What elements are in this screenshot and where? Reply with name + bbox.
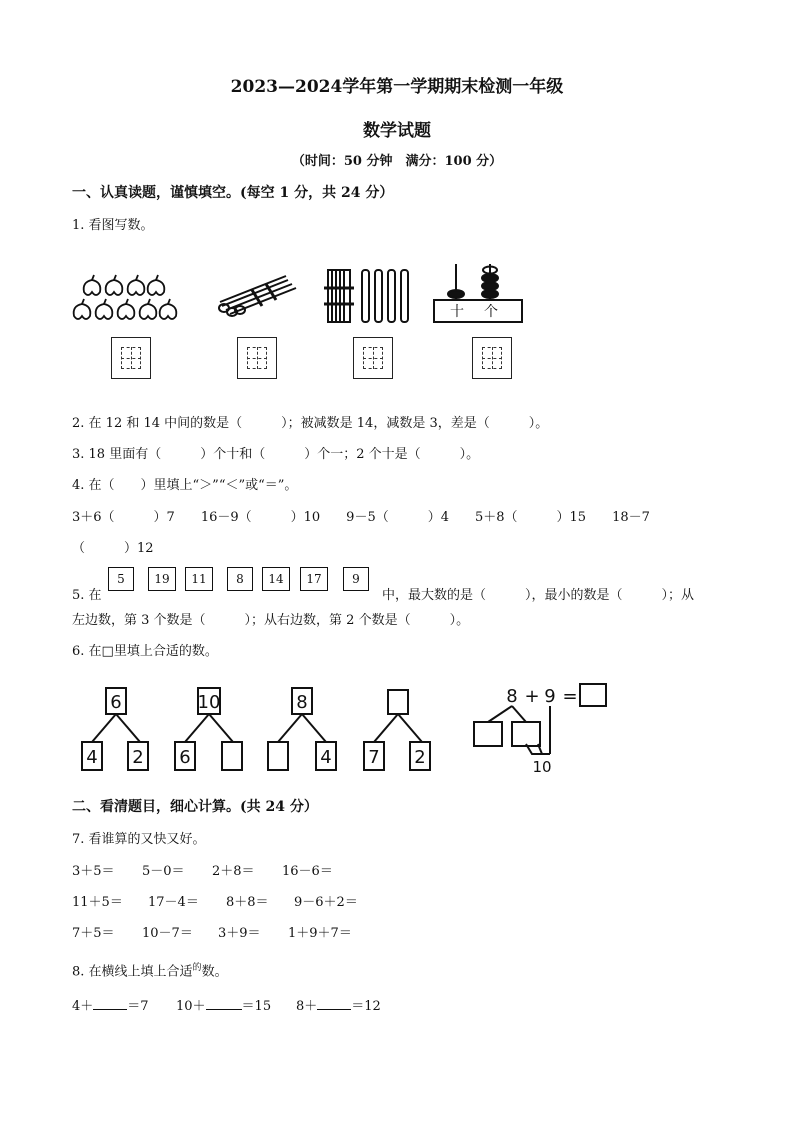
q5-number-box: 5: [108, 567, 134, 591]
tree-right-value: 4: [320, 747, 332, 768]
q4-line-2: （ ）12: [72, 541, 154, 556]
q8-blank[interactable]: [317, 1009, 351, 1010]
calc-item: 8＋8＝: [226, 895, 269, 910]
q5-suffix: 中，最大数的是（ ），最小的数是（ ）；从: [382, 588, 695, 603]
abacus-tens-label: 十: [450, 304, 464, 320]
q6-number-trees: [70, 680, 630, 780]
tree-left-value: 7: [368, 747, 380, 768]
calc-item: 3＋9＝: [218, 926, 261, 941]
section-1-heading: 一、认真读题，谨慎填空。(每空 1 分，共 24 分）: [72, 185, 394, 201]
q8-text: [72, 960, 228, 979]
q8-text-a: 8. 在横线上填上合适: [72, 964, 193, 980]
q5-number-box: 8: [227, 567, 253, 591]
tree-right-value: 2: [132, 747, 144, 768]
q4-text: 4. 在（ ）里填上“＞”“＜”或“＝”。: [72, 478, 298, 493]
q5-number-box: 11: [185, 567, 213, 591]
tree-left-value: 6: [179, 747, 191, 768]
q1-pictures: [70, 258, 530, 328]
calc-item: 17－4＝: [148, 895, 199, 910]
q4-line-1: 3＋6（ ）7 16－9（ ）10 9－5（ ）4 5＋8（ ）15 18－7: [72, 510, 650, 525]
q8-item-post: ＝15: [241, 999, 272, 1014]
q6-text: 6. 在□里填上合适的数。: [72, 644, 218, 659]
calc-item: 9－6＋2＝: [294, 895, 358, 910]
abacus-icon: [434, 264, 522, 322]
tree-top-value: 6: [110, 692, 122, 713]
q7-text: 7. 看谁算的又快又好。: [72, 832, 206, 847]
q1-answer-box-2[interactable]: [237, 337, 277, 379]
q5-prefix: 5. 在: [72, 588, 102, 603]
equation-eq: =: [562, 686, 578, 707]
abacus-ones-label: 个: [484, 304, 498, 320]
q8-blank[interactable]: [206, 1009, 242, 1010]
calc-item: 3＋5＝: [72, 864, 115, 879]
q8-item-post: ＝12: [351, 999, 381, 1014]
equation-a: 8: [506, 686, 518, 707]
exam-info: （时间：50 分钟 满分：100 分）: [291, 154, 503, 169]
q8-item-3: [296, 995, 381, 1014]
calc-item: 1＋9＋7＝: [288, 926, 352, 941]
tree-left-value: 4: [86, 747, 98, 768]
sticks-bundle-icon: [219, 276, 296, 316]
exam-title: 2023—2024学年第一学期期末检测一年级: [230, 77, 564, 97]
number-tree-3: [268, 688, 336, 770]
q1-answer-box-3[interactable]: [353, 337, 393, 379]
q8-item-post: ＝7: [127, 999, 149, 1014]
make-ten-diagram: [474, 684, 606, 776]
q8-item-pre: 4＋: [72, 999, 94, 1014]
calc-item: 10－7＝: [142, 926, 193, 941]
calc-item: 7＋5＝: [72, 926, 115, 941]
section-2-heading: 二、看清题目，细心计算。(共 24 分）: [72, 799, 318, 815]
q8-text-c: 数。: [201, 964, 228, 980]
equation-b: 9: [544, 686, 556, 707]
equation-op: +: [524, 686, 540, 707]
peaches-icon: [74, 275, 177, 319]
calc-item: 11＋5＝: [72, 895, 123, 910]
q1-answer-box-4[interactable]: [472, 337, 512, 379]
q5-number-box: 19: [148, 567, 176, 591]
q5-number-box: 14: [262, 567, 290, 591]
calc-item: 5－0＝: [142, 864, 185, 879]
q8-item-pre: 8＋: [296, 999, 318, 1014]
q5-number-box: 17: [300, 567, 328, 591]
tree-top-value: 10: [197, 692, 221, 713]
number-tree-4: [364, 690, 430, 770]
calc-item: 16－6＝: [282, 864, 333, 879]
q8-blank[interactable]: [93, 1009, 127, 1010]
exam-subtitle: 数学试题: [363, 121, 431, 141]
tree-top-value: 8: [296, 692, 308, 713]
calc-item: 2＋8＝: [212, 864, 255, 879]
number-tree-1: [82, 688, 148, 770]
q5-line-2: 左边数，第 3 个数是（ ）；从右边数，第 2 个数是（ ）。: [72, 613, 470, 628]
q8-item-2: [176, 995, 271, 1014]
equation-ten: 10: [532, 758, 552, 776]
tree-right-value: 2: [414, 747, 426, 768]
number-tree-2: [175, 688, 242, 770]
q2-text: 2. 在 12 和 14 中间的数是（ ）；被减数是 14，减数是 3，差是（ ）。: [72, 416, 549, 431]
q5-number-box: 9: [343, 567, 369, 591]
q8-item-1: [72, 995, 149, 1014]
q8-item-pre: 10＋: [176, 999, 206, 1014]
q3-text: 3. 18 里面有（ ）个十和（ ）个一；2 个十是（ ）。: [72, 447, 480, 462]
q1-answer-box-1[interactable]: [111, 337, 151, 379]
q1-text: 1. 看图写数。: [72, 218, 154, 233]
q8-text-b: 的: [192, 963, 202, 973]
bundle-and-sticks-icon: [324, 270, 408, 322]
